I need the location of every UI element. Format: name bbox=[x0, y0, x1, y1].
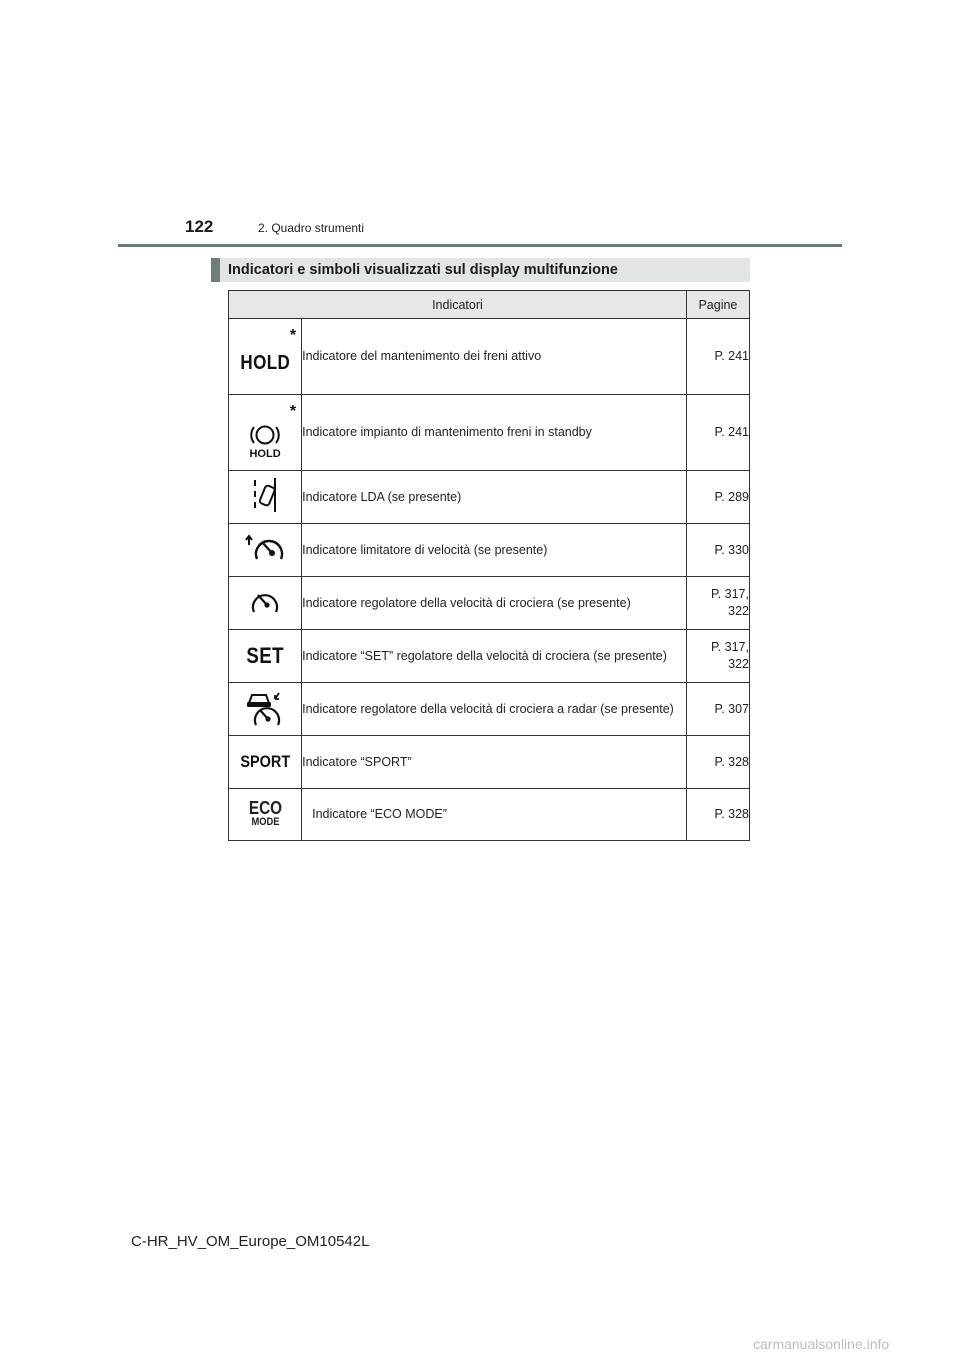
row-text: Indicatore regolatore della velocità di crociera (se presente) bbox=[302, 577, 687, 630]
brake-hold-standby-icon bbox=[229, 422, 301, 460]
icon-cell bbox=[229, 319, 302, 395]
row-text: Indicatore impianto di mantenimento freni in standby bbox=[302, 395, 687, 471]
speed-limiter-icon bbox=[245, 533, 285, 565]
table-header-row bbox=[229, 291, 750, 319]
row-text: Indicatore regolatore della velocità di crociera a radar (se presente) bbox=[302, 683, 687, 736]
watermark: carmanualsonline.info bbox=[753, 1336, 890, 1352]
table-row bbox=[229, 395, 750, 471]
icon-cell bbox=[229, 577, 302, 630]
heading-bar bbox=[211, 258, 750, 282]
heading-accent bbox=[211, 258, 220, 282]
icon-cell bbox=[229, 471, 302, 524]
table-row bbox=[229, 683, 750, 736]
column-header-pages: Pagine bbox=[686, 291, 749, 319]
icon-cell bbox=[229, 630, 302, 683]
row-page: P. 317, 322 bbox=[686, 630, 749, 683]
heading-text: Indicatori e simboli visualizzati sul display multifunzione bbox=[228, 262, 618, 278]
row-text: Indicatore “SPORT” bbox=[302, 736, 687, 789]
row-text: Indicatore LDA (se presente) bbox=[302, 471, 687, 524]
table-row bbox=[229, 471, 750, 524]
table-row bbox=[229, 736, 750, 789]
footer-document-id: C-HR_HV_OM_Europe_OM10542L bbox=[131, 1233, 370, 1250]
eco-mode-icon bbox=[246, 797, 285, 829]
row-text: Indicatore “ECO MODE” bbox=[302, 789, 687, 841]
table-row bbox=[229, 789, 750, 841]
row-page: P. 307 bbox=[686, 683, 749, 736]
table-row bbox=[229, 524, 750, 577]
table-row bbox=[229, 630, 750, 683]
asterisk: * bbox=[289, 327, 297, 344]
table-row bbox=[229, 577, 750, 630]
icon-cell bbox=[229, 789, 302, 841]
page-number: 122 bbox=[185, 217, 214, 236]
row-page: P. 328 bbox=[686, 736, 749, 789]
cruise-control-icon bbox=[249, 587, 281, 617]
radar-cruise-icon bbox=[244, 689, 286, 727]
indicators-table bbox=[228, 290, 750, 841]
row-text: Indicatore “SET” regolatore della velocità di crociera (se presente) bbox=[302, 630, 687, 683]
row-page: P. 241 bbox=[686, 395, 749, 471]
lda-lane-icon bbox=[251, 478, 279, 514]
section-title: 2. Quadro strumenti bbox=[258, 221, 365, 235]
row-page: P. 328 bbox=[686, 789, 749, 841]
icon-cell bbox=[229, 736, 302, 789]
icon-cell bbox=[229, 683, 302, 736]
brake-circle-icon bbox=[248, 422, 282, 448]
table-row bbox=[229, 319, 750, 395]
row-page: P. 330 bbox=[686, 524, 749, 577]
header-rule bbox=[118, 244, 842, 247]
row-page: P. 317, 322 bbox=[686, 577, 749, 630]
row-text: Indicatore del mantenimento dei freni attivo bbox=[302, 319, 687, 395]
icon-cell bbox=[229, 524, 302, 577]
eco-label: ECO bbox=[248, 797, 282, 818]
sport-mode-icon: SPORT bbox=[240, 752, 290, 771]
set-icon: SET bbox=[246, 643, 284, 668]
mode-label: MODE bbox=[251, 815, 280, 828]
row-page: P. 289 bbox=[686, 471, 749, 524]
column-header-indicators: Indicatori bbox=[229, 291, 687, 319]
hold-icon: HOLD bbox=[240, 352, 290, 374]
hold-label: HOLD bbox=[249, 447, 281, 460]
icon-cell bbox=[229, 395, 302, 471]
asterisk: * bbox=[289, 403, 297, 420]
row-page: P. 241 bbox=[686, 319, 749, 395]
row-text: Indicatore limitatore di velocità (se presente) bbox=[302, 524, 687, 577]
